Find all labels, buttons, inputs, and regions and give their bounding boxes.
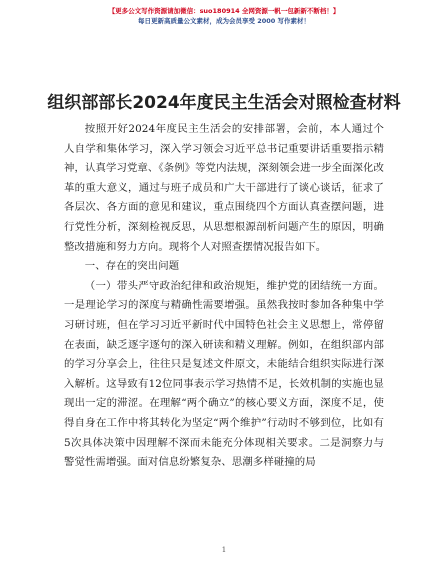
document-body	[64, 120, 384, 473]
promo-banner	[0, 6, 448, 26]
problem-paragraph: （一）带头严守政治纪律和政治规矩，维护党的团结统一方面。一是理论学习的深度与精确性需要增强。虽然我按时参加各种集中学习研讨班，但在学习习近平新时代中国特色社会主义思想上，常停留在表面，缺乏逐字逐句的深入研读和精义理解。例如，在组织部内部的学习分享会上，往往只是复述文件原文，未能结合组织实际进行深入解析。这导致有12位同事表示学习热情不足，长效机制的实施也显现出一定的滞涩。在理解“两个确立”的核心要义方面，深度不足，使得自身在工作中将其转化为坚定“两个维护”行动时不够到位，比如有5次具体决策中因理解不深而未能充分体现相关要求。二是洞察力与警觉性需增强。面对信息纷繁复杂、思潮多样碰撞的局	[64, 279, 384, 469]
intro-paragraph: 按照开好2024年度民主生活会的安排部署，会前，本人通过个人自学和集体学习，深入学习领会习近平总书记重要讲话重要指示精神，认真学习党章、《条例》等党内法规，深刻领会进一步全面深化改革的重大意义，通过与班子成员和广大干部进行了谈心谈话，征求了各层次、各方面的意见和建议，重点围绕四个方面认真查摆问题，进行党性分析，深刻检视反思，从思想根源剖析问题产生的原因，明确整改措施和努力方向。现将个人对照查摆情况报告如下。	[64, 123, 385, 253]
document-title: 组织部部长2024年度民主生活会对照检查材料	[47, 93, 401, 113]
page-number: 1	[221, 546, 227, 554]
banner-line-2: 每日更新高质量公文素材，成为会员享受 2000 写作素材！	[137, 17, 311, 25]
section-heading: 一、存在的突出问题	[84, 260, 180, 273]
banner-line-1: 【更多公文写作资源请加微信：suo180914 全网资源一帆一包新新不断档！】	[108, 7, 340, 15]
